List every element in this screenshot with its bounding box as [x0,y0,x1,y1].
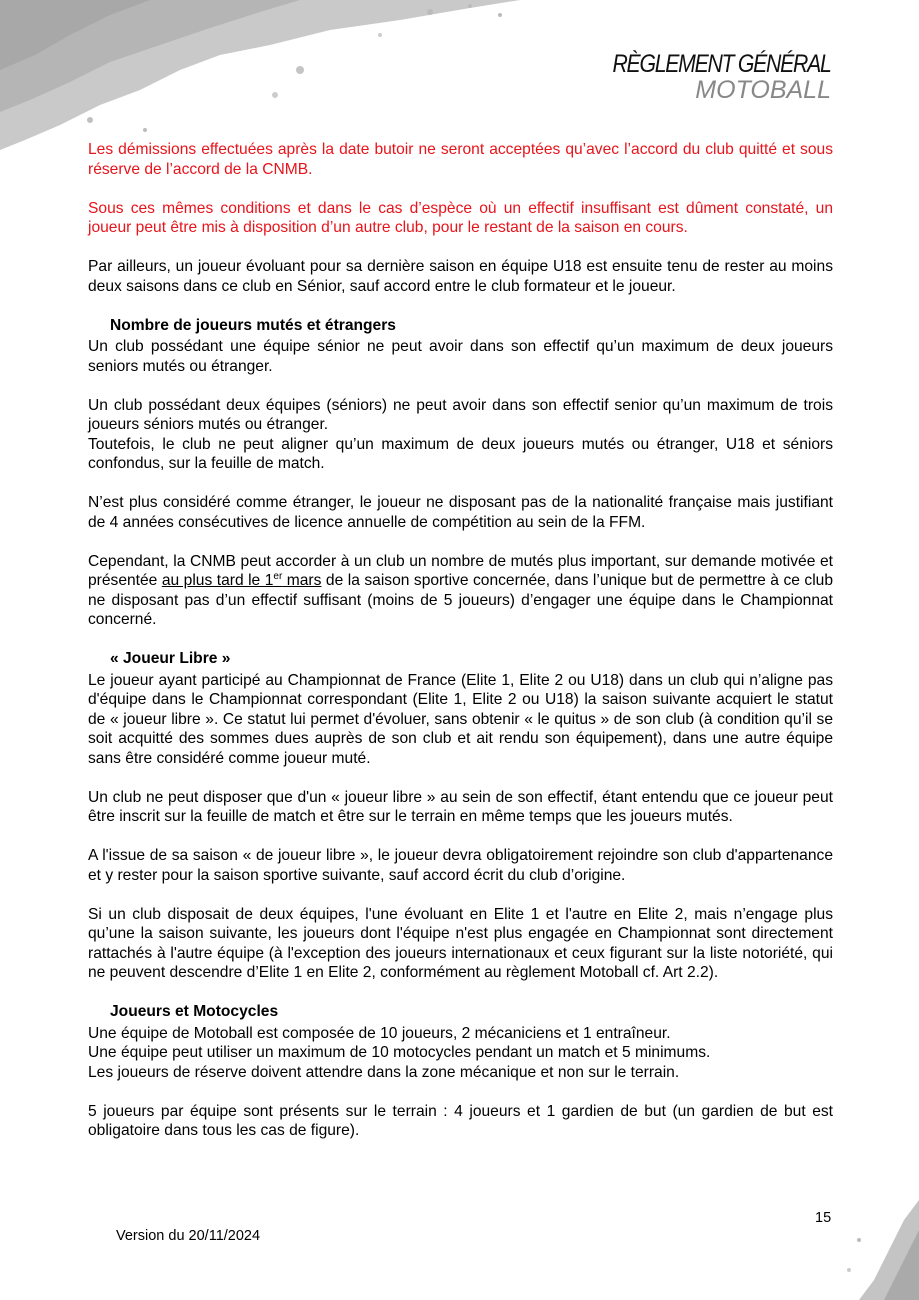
paragraph-cnmb-exception [88,552,833,630]
cnmb-exception-text-start: Cependant, la CNMB peut accorder à un club un nombre de mutés plus important, sur demande motivée et présentée [88,552,833,589]
deadline-ordinal: er [273,570,283,582]
paragraph-free-player-status: Le joueur ayant participé au Championnat de France (Elite 1, Elite 2 ou U18) dans un club qui n’aligne pas d'équipe dans le Championnat correspondant (Elite 1, Elite 2 ou U18) la saison suivante acquiert le statut de « joueur libre ». Ce statut lui permet d'évoluer, sans obtenir « le quitus » de son club (à condition qu’il se soit acquitté des sommes dues auprès de son club et ait rendu son équipement), dans une autre équipe sans être considéré comme joueur muté. [88,671,833,767]
paragraph-free-player-return: A l'issue de sa saison « de joueur libre », le joueur devra obligatoirement rejoindre son club d'appartenance et y rester pour la saison sportive suivante, sauf accord écrit du club d’origine. [88,847,833,884]
paragraph-players-on-field: 5 joueurs par équipe sont présents sur le terrain : 4 joueurs et 1 gardien de but (un gardien de but est obligatoire dans tous les cas de figure). [88,1102,833,1139]
section-heading-players-motorcycles: Joueurs et Motocycles [110,1003,279,1020]
deadline-month: mars [282,572,322,589]
paragraph-one-team-limit: Un club possédant une équipe sénior ne peut avoir dans son effectif qu’un maximum de deux joueurs seniors mutés ou étranger. [88,338,833,375]
paragraph-foreigner-definition: N’est plus considéré comme étranger, le joueur ne disposant pas de la nationalité française mais justifiant de 4 années consécutives de licence annuelle de compétition au sein de la FFM. [88,494,833,531]
paragraph-resignations: Les démissions effectuées après la date butoir ne seront acceptées qu’avec l’accord du club quitté et sous réserve de l’accord de la CNMB. [88,141,833,178]
bottom-right-grunge-decoration [839,1200,919,1300]
version-footer: Version du 20/11/2024 [116,1228,261,1244]
cnmb-exception-text-end: de la saison sportive concernée, dans l’unique but de permettre à ce club ne disposant pas d’un effectif suffisant (moins de 5 joueurs) d’engager une équipe dans le Championnat concerné. [88,572,834,628]
paragraph-team-composition [88,1024,833,1083]
motorcycles-limit-line: Une équipe peut utiliser un maximum de 10 motocycles pendant un match et 5 minimums. [88,1044,711,1061]
deadline-day: au plus tard le 1 [161,572,274,589]
paragraph-loan-conditions: Sous ces mêmes conditions et dans le cas d’espèce où un effectif insuffisant est dûment constaté, un joueur peut être mis à disposition d’un autre club, pour le restant de la saison en cours. [88,199,833,236]
document-header [574,52,831,103]
deadline-underlined [162,572,322,589]
reserve-players-line: Les joueurs de réserve doivent attendre dans la zone mécanique et non sur le terrain. [88,1063,680,1081]
section-heading-free-player: « Joueur Libre » [110,650,231,667]
section-heading-transferred-players: Nombre de joueurs mutés et étrangers [110,316,396,334]
paragraph-u18-rule: Par ailleurs, un joueur évoluant pour sa dernière saison en équipe U18 est ensuite tenu de rester au moins deux saisons dans ce club en Sénior, sauf accord entre le club formateur et le joueur. [88,258,833,295]
team-composition-line: Une équipe de Motoball est composée de 10 joueurs, 2 mécaniciens et 1 entraîneur. [88,1024,671,1042]
page-number: 15 [815,1210,832,1226]
paragraph-two-teams-limit-a: Un club possédant deux équipes (séniors) ne peut avoir dans son effectif senior qu’un maximum de trois joueurs séniors mutés ou étranger. [88,396,833,433]
paragraph-two-teams-limit-b: Toutefois, le club ne peut aligner qu’un maximum de deux joueurs mutés ou étranger, U18 et séniors confondus, sur la feuille de match. [88,435,833,472]
header-title-line2: MOTOBALL [695,76,831,104]
document-body [88,140,833,1160]
paragraph-two-teams-withdrawal: Si un club disposait de deux équipes, l'une évoluant en Elite 1 et l'autre en Elite 2, mais n’engage plus qu’une la saison suivante, les joueurs dont l'équipe n'est plus engagée en Championnat sont directement rattachés à l'autre équipe (à l'exception des joueurs internationaux et ceux figurant sur la liste notoriété, qui ne peuvent descendre d’Elite 1 en Elite 2, conformément au règlement Motoball cf. Art 2.2). [88,905,833,981]
paragraph-two-teams-limit [88,396,833,474]
paragraph-free-player-limit: Un club ne peut disposer que d'un « joueur libre » au sein de son effectif, étant entendu que ce joueur peut être inscrit sur la feuille de match et être sur le terrain en même temps que les joueurs mutés. [88,788,833,825]
header-title-line1: RÈGLEMENT GÉNÉRAL [612,50,831,78]
